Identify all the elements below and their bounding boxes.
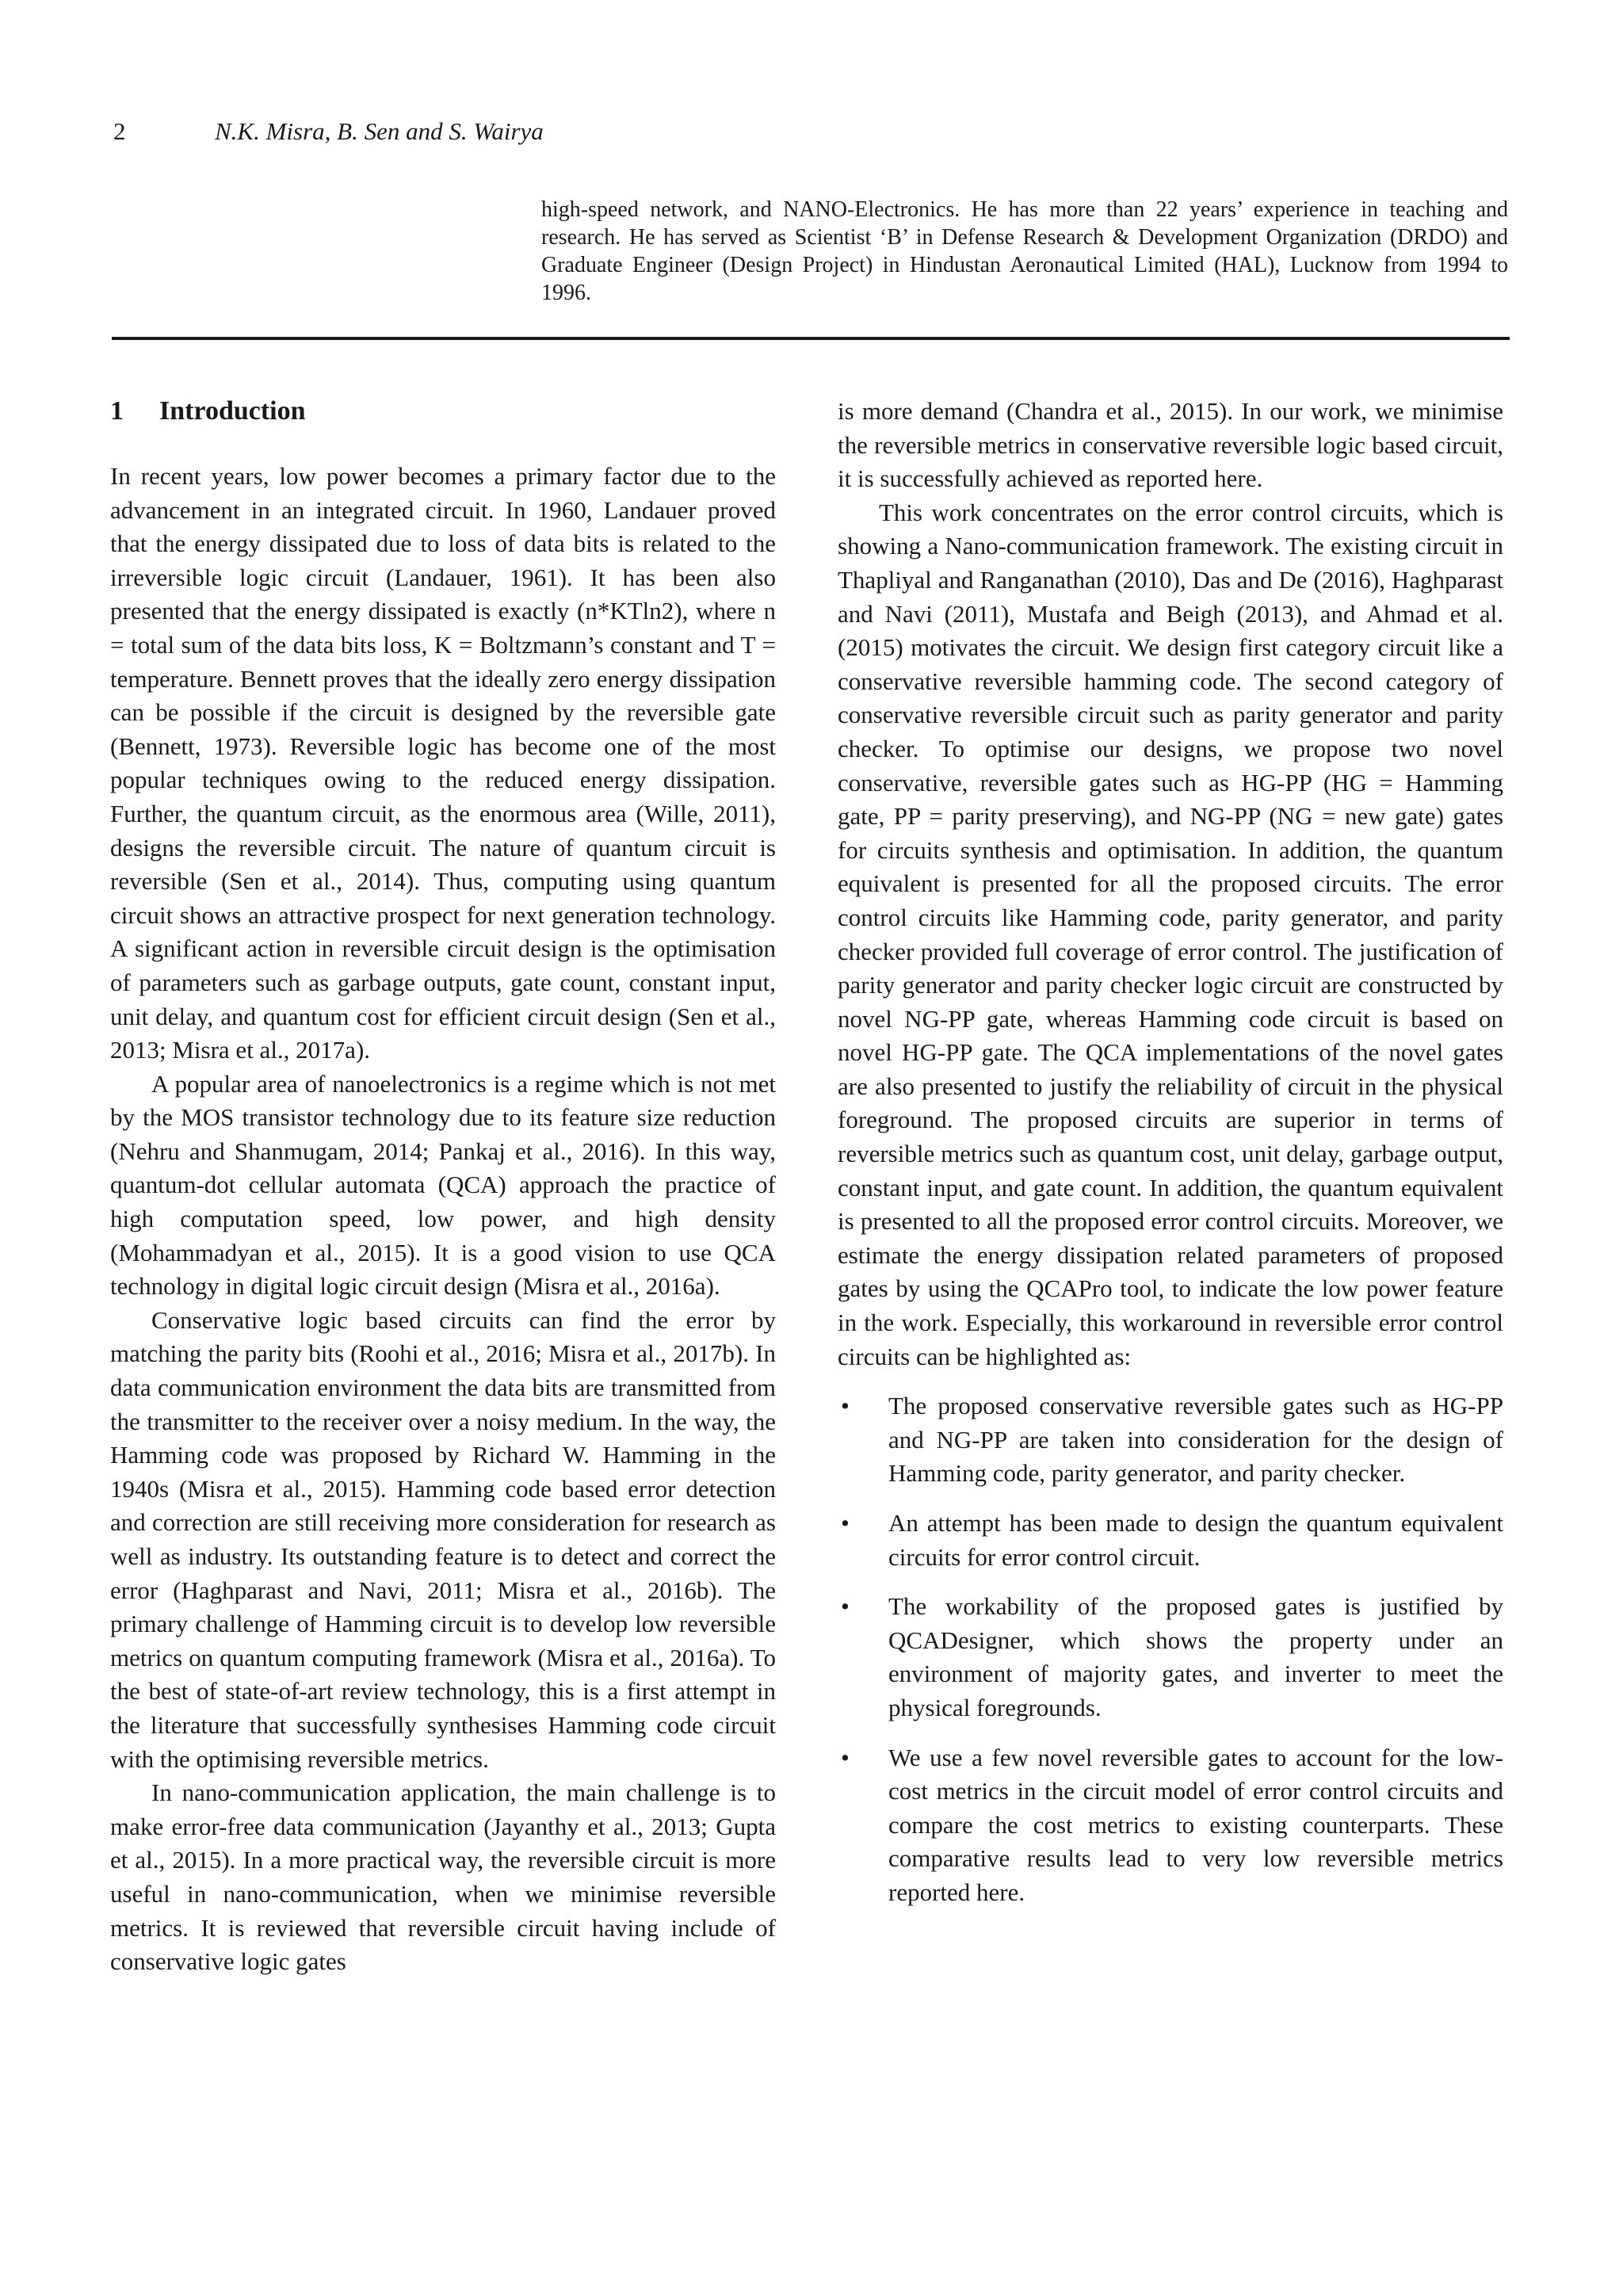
page-number: 2 <box>113 117 126 145</box>
author-bio: high-speed network, and NANO-Electronics. He has more than 22 years’ experience in teaching and research. He has served as Scientist ‘B’ in Defense Research & Development Organization (DRDO) and Graduate Engineer (Design Project) in Hindustan Aeronautical Limited (HAL), Lucknow from 1994 to 1996. <box>541 197 1508 305</box>
list-item: • The workability of the proposed gates is justified by QCADesigner, which shows the property under an environment of majority gates, and inverter to meet the physical foregrounds. <box>838 1590 1503 1725</box>
paragraph: In nano-communication application, the main challenge is to make error-free data communication (Jayanthy et al., 2013; Gupta et al., 2015). In a more practical way, the reversible circuit is more useful in nano-communication, when we minimise reversible metrics. It is reviewed that reversible circuit having include of conservative logic gates <box>110 1778 776 1976</box>
bullet-icon: • <box>841 1592 850 1621</box>
list-item: • We use a few novel reversible gates to account for the low-cost metrics in the circuit model of error control circuits and compare the cost metrics to existing counterparts. These comparative results lead to very low reversible metrics reported here. <box>838 1741 1503 1910</box>
right-column <box>838 395 1503 1926</box>
paragraph: Conservative logic based circuits can find the error by matching the parity bits (Roohi et al., 2016; Misra et al., 2017b). In data communication environment the data bits are transmitted from the transmitter to the receiver over a noisy medium. In the way, the Hamming code was proposed by Richard W. Hamming in the 1940s (Misra et al., 2015). Hamming code based error detection and correction are still receiving more consideration for research as well as industry. Its outstanding feature is to detect and correct the error (Haghparast and Navi, 2011; Misra et al., 2016b). The primary challenge of Hamming circuit is to develop low reversible metrics on quantum computing framework (Misra et al., 2016a). To the best of state-of-art review technology, this is a first attempt in the literature that successfully synthesises Hamming code circuit with the optimising reversible metrics. <box>110 1305 776 1773</box>
section-divider-rule <box>112 337 1510 340</box>
contribution-list <box>838 1389 1503 1909</box>
section-heading <box>110 395 776 428</box>
bullet-icon: • <box>841 1392 850 1420</box>
section-title: Introduction <box>159 396 306 426</box>
list-item: • An attempt has been made to design the quantum equivalent circuits for error control circuit. <box>838 1507 1503 1574</box>
running-authors: N.K. Misra, B. Sen and S. Wairya <box>215 117 544 145</box>
bullet-icon: • <box>841 1743 850 1771</box>
running-header <box>113 116 544 147</box>
paragraph: In recent years, low power becomes a primary factor due to the advancement in an integrated circuit. In 1960, Landauer proved that the energy dissipated due to loss of data bits is related to the irreversible logic circuit (Landauer, 1961). It has been also presented that the energy dissipated is exactly (n*KTln2), where n = total sum of the data bits loss, K = Boltzmann’s constant and T = temperature. Bennett proves that the ideally zero energy dissipation can be possible if the circuit is designed by the reversible gate (Bennett, 1973). Reversible logic has become one of the most popular techniques owing to the reduced energy dissipation. Further, the quantum circuit, as the enormous area (Wille, 2011), designs the reversible circuit. The nature of quantum circuit is reversible (Sen et al., 2014). Thus, computing using quantum circuit shows an attractive prospect for next generation technology. A significant action in reversible circuit design is the optimisation of parameters such as garbage outputs, gate count, constant input, unit delay, and quantum cost for efficient circuit design (Sen et al., 2013; Misra et al., 2017a). <box>110 462 776 1064</box>
left-column <box>110 395 776 1979</box>
paragraph: A popular area of nanoelectronics is a regime which is not met by the MOS transistor technology due to its feature size reduction (Nehru and Shanmugam, 2014; Pankaj et al., 2016). In this way, quantum-dot cellular automata (QCA) approach the practice of high computation speed, low power, and high density (Mohammadyan et al., 2015). It is a good vision to use QCA technology in digital logic circuit design (Misra et al., 2016a). <box>110 1069 776 1301</box>
list-item: • The proposed conservative reversible gates such as HG-PP and NG-PP are taken into consideration for the design of Hamming code, parity generator, and parity checker. <box>838 1389 1503 1491</box>
paragraph: is more demand (Chandra et al., 2015). In our work, we minimise the reversible metrics in conservative reversible logic based circuit, it is successfully achieved as reported here. <box>838 397 1503 493</box>
section-number: 1 <box>110 396 124 426</box>
paragraph: This work concentrates on the error control circuits, which is showing a Nano-communication framework. The existing circuit in Thapliyal and Ranganathan (2010), Das and De (2016), Haghparast and Navi (2011), Mustafa and Beigh (2013), and Ahmad et al. (2015) motivates the circuit. We design first category circuit like a conservative reversible hamming code. The second category of conservative reversible circuit such as parity generator and parity checker. To optimise our designs, we propose two novel conservative, reversible gates such as HG-PP (HG = Hamming gate, PP = parity preserving), and NG-PP (NG = new gate) gates for circuits synthesis and optimisation. In addition, the quantum equivalent is presented for all the proposed circuits. The error control circuits like Hamming code, parity generator, and parity checker provided full coverage of error control. The justification of parity generator and parity checker logic circuit are constructed by novel NG-PP gate, whereas Hamming code circuit is based on novel HG-PP gate. The QCA implementations of the novel gates are also presented to justify the reliability of circuit in the physical foreground. The proposed circuits are superior in terms of reversible metrics such as quantum cost, unit delay, garbage output, constant input, and gate count. In addition, the quantum equivalent is presented to all the proposed error control circuits. Moreover, we estimate the energy dissipation related parameters of proposed gates by using the QCAPro tool, to indicate the low power feature in the work. Especially, this workaround in reversible error control circuits can be highlighted as: <box>838 498 1503 1370</box>
bullet-icon: • <box>841 1509 850 1537</box>
